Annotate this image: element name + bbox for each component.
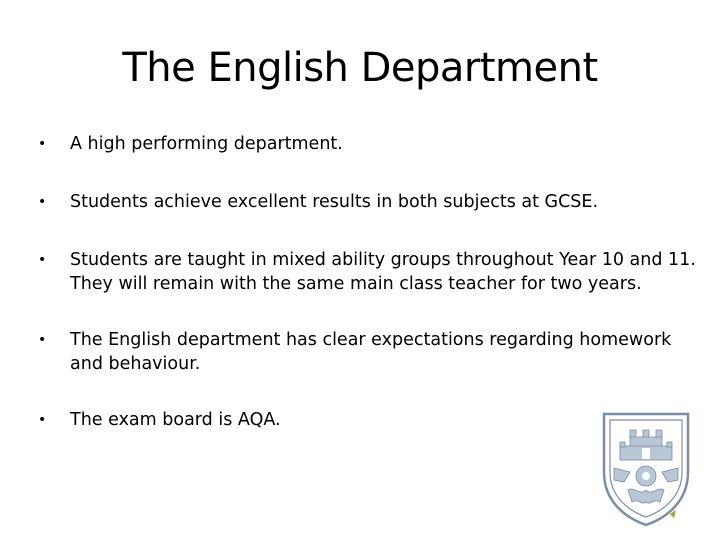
bullet-icon: • [38, 412, 47, 428]
bullet-icon: • [38, 136, 47, 152]
bullet-text: A high performing department. [70, 134, 343, 154]
bullet-text: Students achieve excellent results in both subjects at GCSE. [70, 192, 599, 212]
crest-emblem-center [642, 472, 650, 480]
bullet-item [38, 328, 698, 376]
bullet-text: Students are taught in mixed ability groups throughout Year 10 and 11. They will remain with the same main class teacher for two years. [70, 250, 696, 294]
slide-title: The English Department [122, 45, 598, 91]
bullet-item [38, 190, 698, 214]
bullet-icon: • [38, 194, 47, 210]
bullet-text: The English department has clear expectations regarding homework and behaviour. [70, 330, 672, 374]
bullet-item [38, 132, 698, 156]
bullet-item [38, 248, 698, 296]
school-crest-icon [600, 410, 692, 528]
bullet-icon: • [38, 332, 47, 348]
bullet-icon: • [38, 252, 47, 268]
bullet-item [38, 408, 698, 432]
bullet-text: The exam board is AQA. [70, 410, 281, 430]
crest-castle-door [642, 448, 650, 459]
crest-lower-motif [628, 489, 664, 503]
